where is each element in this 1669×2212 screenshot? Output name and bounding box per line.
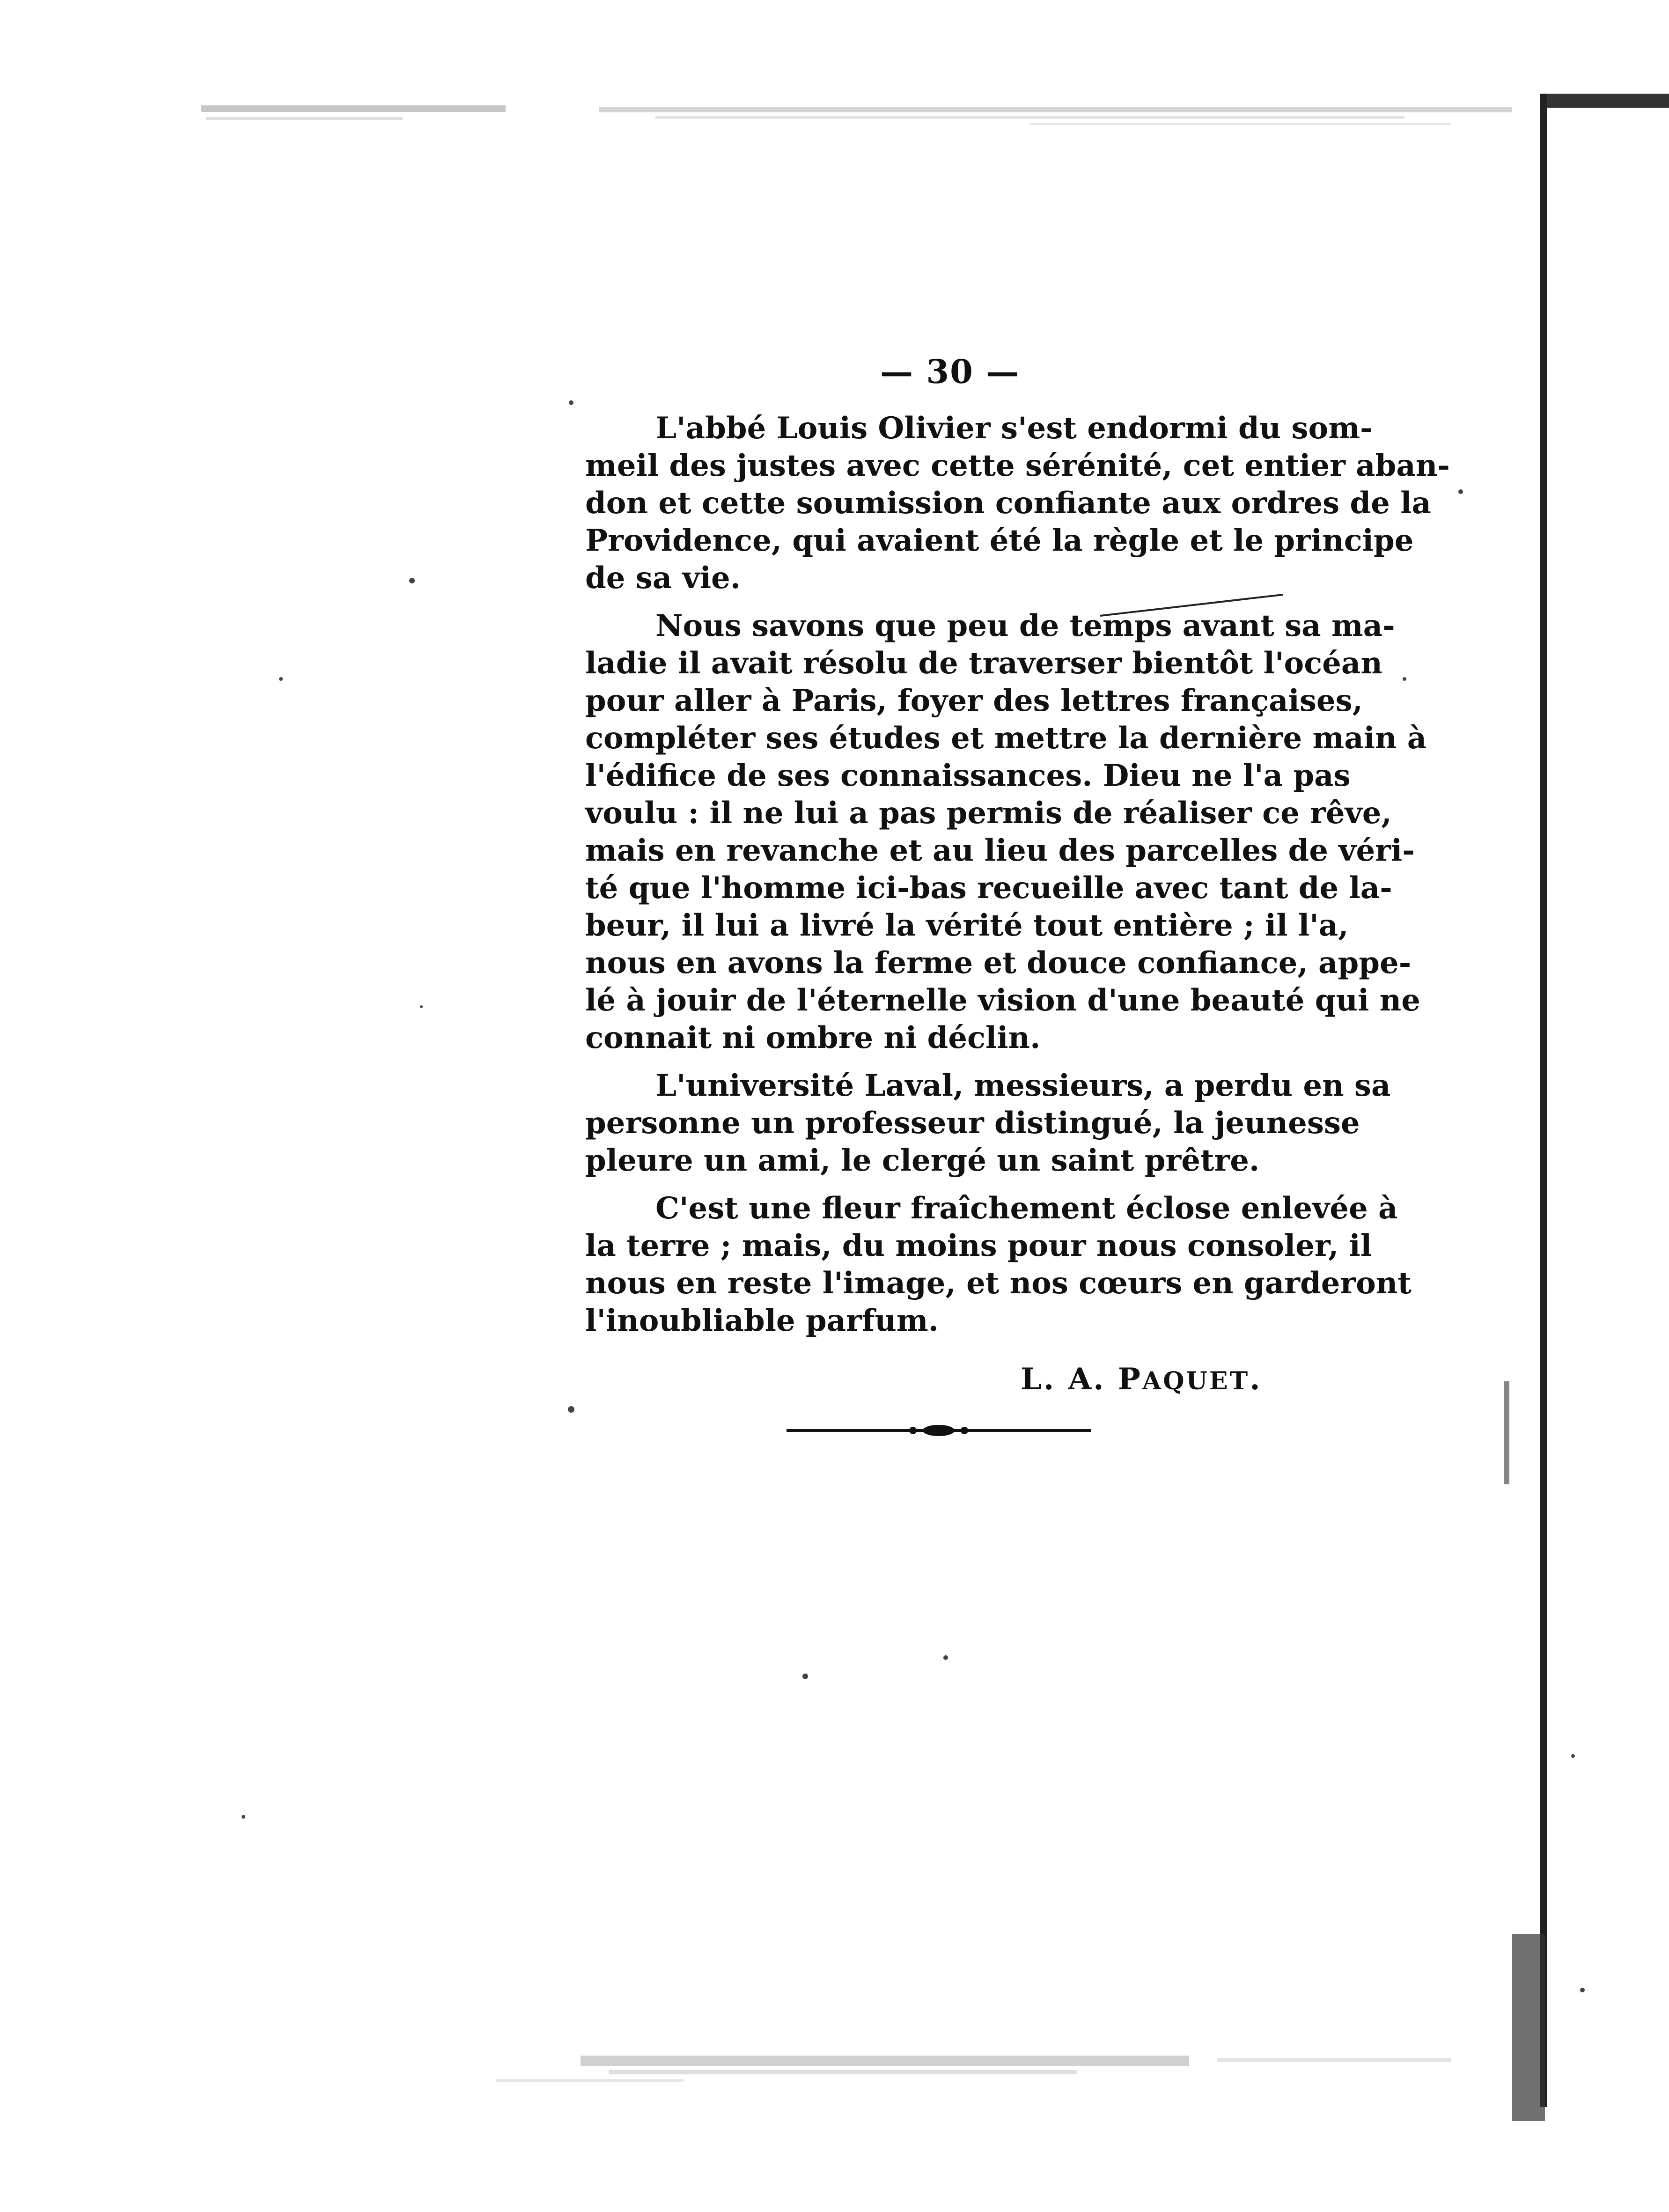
text-line: beur, il lui a livré la vérité tout entière ; il l'a, <box>585 908 1349 943</box>
text-line: Providence, qui avaient été la règle et le principe <box>585 523 1414 558</box>
text-line: té que l'homme ici-bas recueille avec tant de la- <box>585 870 1392 906</box>
signature-initials: L. A. P <box>1021 1362 1142 1397</box>
paragraph-2 <box>585 607 1427 1057</box>
text-line: de sa vie. <box>585 560 741 596</box>
text-line: nous en avons la ferme et douce confiance, appe- <box>585 945 1412 981</box>
text-line: L'université Laval, messieurs, a perdu en sa <box>655 1068 1391 1103</box>
text-line: l'inoubliable parfum. <box>585 1303 939 1338</box>
page-number: — 30 — <box>880 352 1020 391</box>
signature-surname: AQUET <box>1142 1367 1250 1395</box>
text-line: voulu : il ne lui a pas permis de réaliser ce rêve, <box>585 796 1392 831</box>
signature <box>1021 1362 1262 1397</box>
text-line: don et cette soumission confiante aux ordres de la <box>585 486 1431 521</box>
text-line: Nous savons que peu de temps avant sa ma- <box>655 608 1395 643</box>
paragraph-1 <box>585 410 1450 597</box>
text-line: personne un professeur distingué, la jeunesse <box>585 1106 1360 1141</box>
paragraph-4 <box>585 1190 1412 1340</box>
text-line: compléter ses études et mettre la dernière main à <box>585 721 1427 756</box>
body-text <box>585 410 1450 1350</box>
text-line: mais en revanche et au lieu des parcelles de véri- <box>585 833 1415 868</box>
text-line: lé à jouir de l'éternelle vision d'une beauté qui ne <box>585 983 1420 1018</box>
ornament-divider <box>787 1419 1091 1442</box>
text-line: pleure un ami, le clergé un saint prêtre. <box>585 1143 1260 1178</box>
text-line: C'est une fleur fraîchement éclose enlevée à <box>655 1191 1398 1226</box>
signature-period: . <box>1250 1362 1262 1397</box>
text-line: ladie il avait résolu de traverser bientôt l'océan <box>585 646 1382 681</box>
text-line: nous en reste l'image, et nos cœurs en garderont <box>585 1266 1412 1301</box>
paragraph-3 <box>585 1067 1391 1180</box>
text-line: connait ni ombre ni déclin. <box>585 1020 1041 1055</box>
text-line: pour aller à Paris, foyer des lettres françaises, <box>585 683 1363 718</box>
text-line: l'édifice de ses connaissances. Dieu ne l'a pas <box>585 758 1351 793</box>
text-line: L'abbé Louis Olivier s'est endormi du som- <box>655 411 1373 446</box>
text-line: la terre ; mais, du moins pour nous consoler, il <box>585 1228 1372 1263</box>
text-line: meil des justes avec cette sérénité, cet entier aban- <box>585 448 1450 483</box>
